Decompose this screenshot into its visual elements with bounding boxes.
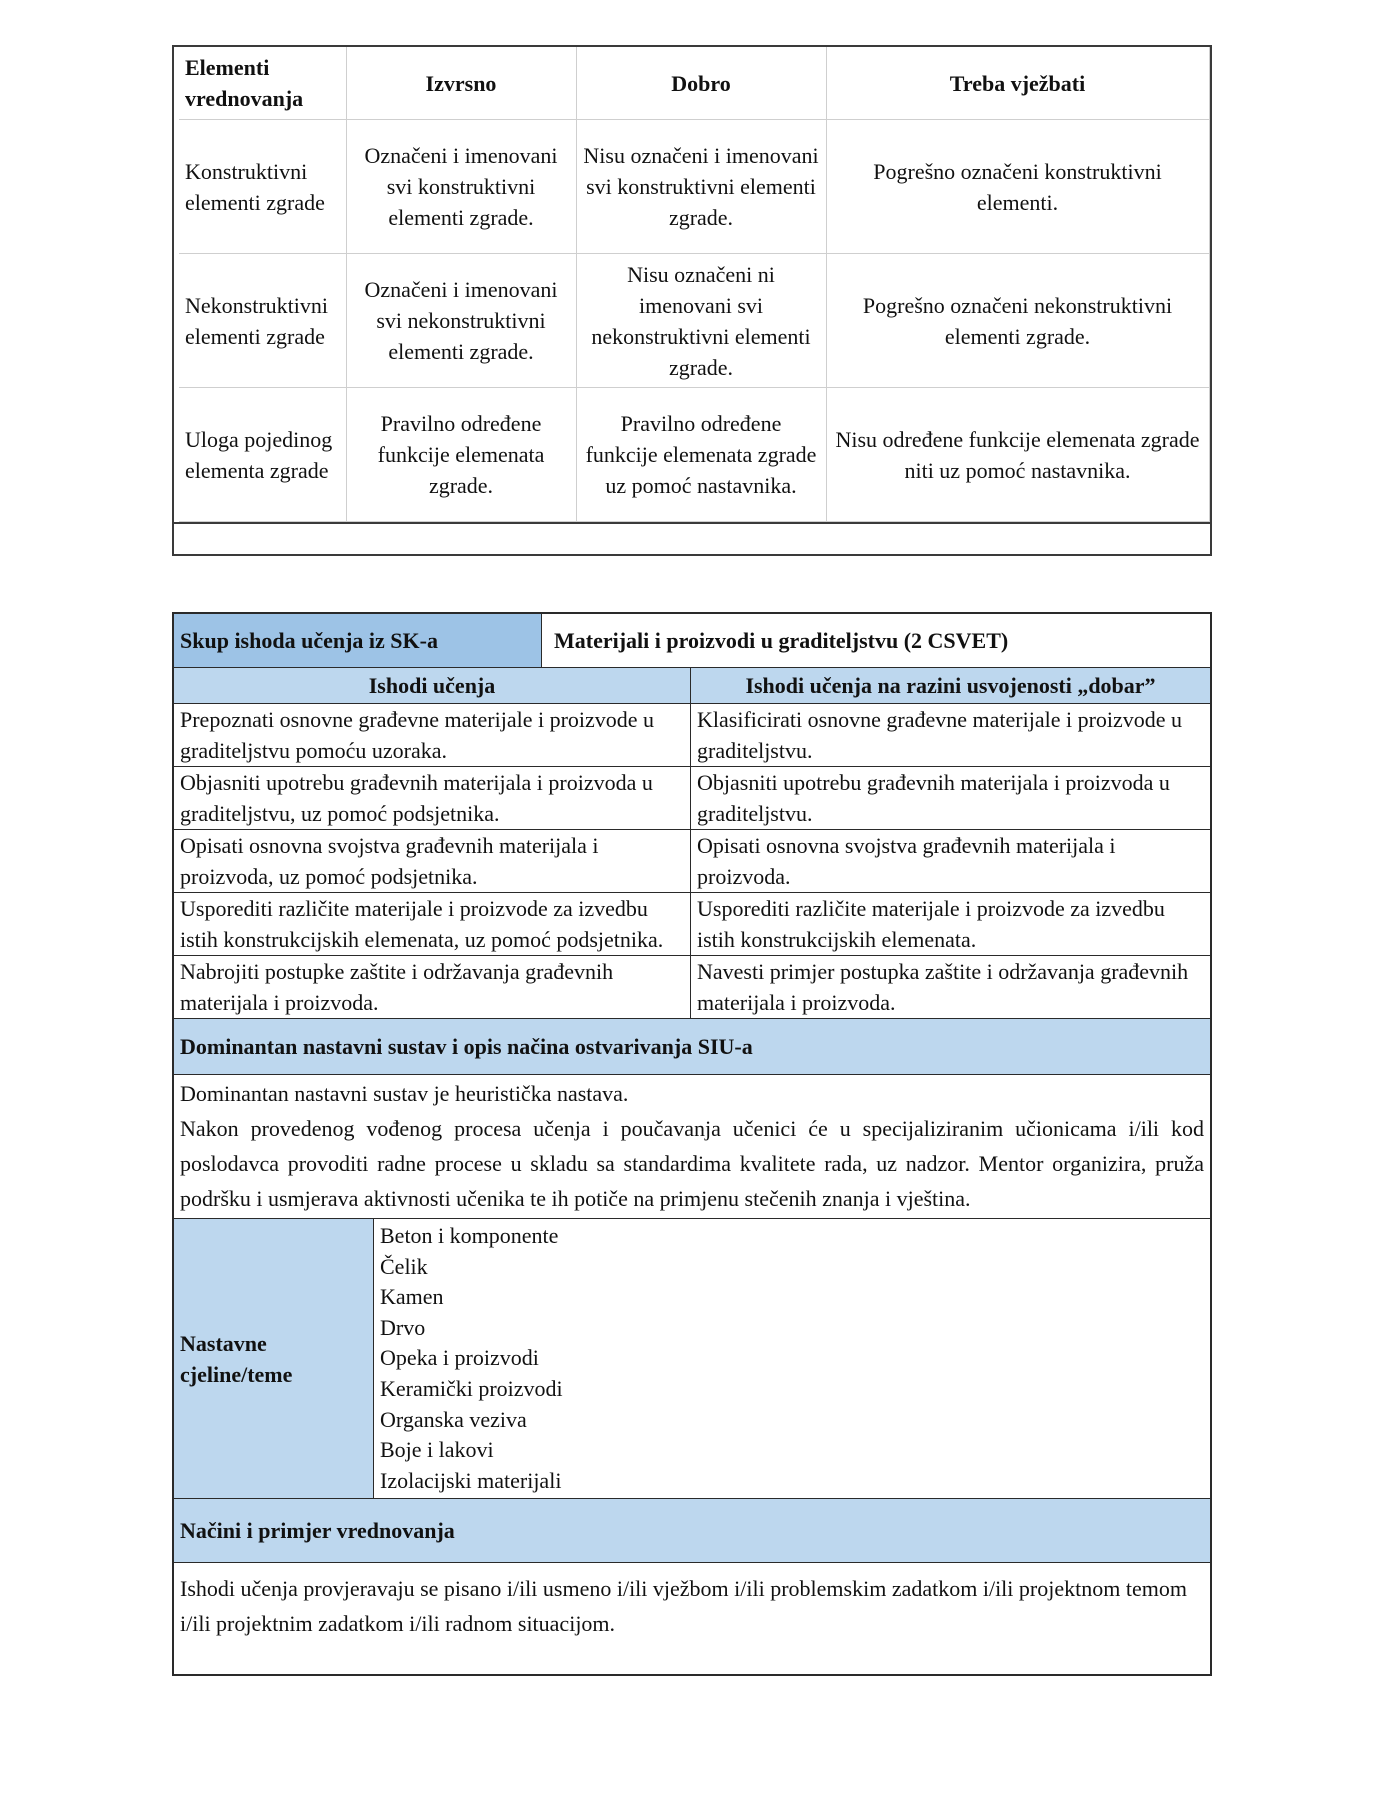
rubric-izvrsno: Označeni i imenovani svi nekonstruktivni elementi zgrade. (346, 254, 576, 388)
outcome-good-text: Objasniti upotrebu građevnih materijala i proizvoda u graditeljstvu. (697, 770, 1170, 826)
outcome-row (174, 829, 1210, 892)
rubric-row (179, 120, 1209, 254)
rubric-treba-vjezbati: Pogrešno označeni konstruktivni elementi. (826, 120, 1209, 254)
outcome-good-text: Navesti primjer postupka zaštite i održavanja građevnih materijala i proizvoda. (697, 959, 1189, 1015)
topic-item: Drvo (380, 1314, 426, 1340)
rubric-element: Nekonstruktivni elementi zgrade (179, 254, 346, 388)
rubric-izvrsno: Pravilno određene funkcije elemenata zgrade. (346, 388, 576, 522)
outcome-good-text: Usporediti različite materijale i proizvode za izvedbu istih konstrukcijskih elemenata. (697, 896, 1165, 952)
teaching-system-line2: Nakon provedenog vođenog procesa učenja i poučavanja učenici će u specijaliziranim učionicama i/ili kod poslodavca provoditi radne procese u skladu sa standardima kvalitete rada, uz nadzor. Mentor organizira, pruža podršku i usmjerava aktivnosti učenika te ih potiče na primjenu stečenih znanja i vještina. (180, 1116, 1204, 1211)
rubric-header-dobro: Dobro (576, 47, 826, 120)
rubric-izvrsno: Označeni i imenovani svi konstruktivni elementi zgrade. (346, 120, 576, 254)
outcome-row (174, 703, 1210, 766)
outcome-row (174, 892, 1210, 955)
topic-item: Boje i lakovi (380, 1437, 494, 1463)
rubric-table (172, 45, 1212, 556)
topic-item: Izolacijski materijali (380, 1467, 562, 1493)
outcome-text: Opisati osnovna svojstva građevnih materijala i proizvoda, uz pomoć podsjetnika. (174, 830, 691, 892)
evaluation-header: Načini i primjer vrednovanja (174, 1499, 1210, 1562)
rubric-header-element: Elementi vrednovanja (179, 47, 346, 120)
rubric-header-row (179, 47, 1209, 120)
rubric-dobro: Nisu označeni ni imenovani svi nekonstruktivni elementi zgrade. (576, 254, 826, 388)
rubric-row (179, 388, 1209, 522)
rubric-dobro: Pravilno određene funkcije elemenata zgrade uz pomoć nastavnika. (576, 388, 826, 522)
topics-row (174, 1218, 1210, 1498)
outcome-good-text: Opisati osnovna svojstva građevnih materijala i proizvoda. (697, 833, 1116, 889)
topic-item: Keramički proizvodi (380, 1375, 563, 1401)
rubric-header-izvrsno: Izvrsno (346, 47, 576, 120)
outcome-text: Nabrojiti postupke zaštite i održavanja građevnih materijala i proizvoda. (174, 956, 691, 1018)
topic-item: Organska veziva (380, 1406, 527, 1432)
set-label: Skup ishoda učenja iz SK-a (174, 614, 542, 667)
outcome-good-text: Klasificirati osnovne građevne materijale i proizvode u graditeljstvu. (697, 707, 1183, 763)
rubric-row (179, 254, 1209, 388)
outcomes-header-row (174, 667, 1210, 703)
teaching-system-header-row (174, 1018, 1210, 1074)
outcomes-header: Ishodi učenja (174, 668, 691, 703)
rubric-element: Konstruktivni elementi zgrade (179, 120, 346, 254)
evaluation-row (174, 1562, 1210, 1674)
outcomes-good-header: Ishodi učenja na razini usvojenosti „dobar” (691, 668, 1210, 703)
evaluation-header-row (174, 1498, 1210, 1562)
rubric-dobro: Nisu označeni i imenovani svi konstruktivni elementi zgrade. (576, 120, 826, 254)
teaching-system-text (174, 1075, 1210, 1218)
outcome-row (174, 766, 1210, 829)
rubric-treba-vjezbati: Nisu određene funkcije elemenata zgrade niti uz pomoć nastavnika. (826, 388, 1209, 522)
outcome-text: Prepoznati osnovne građevne materijale i proizvode u graditeljstvu pomoću uzoraka. (174, 704, 691, 766)
set-value: Materijali i proizvodi u graditeljstvu (2 CSVET) (554, 628, 1009, 653)
topic-item: Kamen (380, 1284, 444, 1310)
outcome-row (174, 955, 1210, 1018)
topics-label: Nastavne cjeline/teme (174, 1219, 374, 1498)
topics-list (374, 1219, 1210, 1498)
curriculum-table (172, 612, 1212, 1676)
rubric-header-treba-vjezbati: Treba vježbati (826, 47, 1209, 120)
topic-item: Beton i komponente (380, 1223, 559, 1248)
teaching-system-line1: Dominantan nastavni sustav je heuristička nastava. (180, 1081, 629, 1106)
outcome-text: Usporediti različite materijale i proizvode za izvedbu istih konstrukcijskih elemenata, uz pomoć podsjetnika. (174, 893, 691, 955)
topic-item: Čelik (380, 1253, 428, 1279)
evaluation-text: Ishodi učenja provjeravaju se pisano i/ili usmeno i/ili vježbom i/ili problemskim zadatkom i/ili projektnom temom i/ili projektnim zadatkom i/ili radnom situacijom. (180, 1576, 1187, 1637)
set-row (174, 614, 1210, 667)
outcome-text: Objasniti upotrebu građevnih materijala i proizvoda u graditeljstvu, uz pomoć podsjetnika. (174, 767, 691, 829)
teaching-system-header: Dominantan nastavni sustav i opis načina ostvarivanja SIU-a (174, 1019, 1210, 1074)
rubric-element: Uloga pojedinog elementa zgrade (179, 388, 346, 522)
rubric-treba-vjezbati: Pogrešno označeni nekonstruktivni elementi zgrade. (826, 254, 1209, 388)
topic-item: Opeka i proizvodi (380, 1345, 539, 1371)
teaching-system-row (174, 1074, 1210, 1218)
rubric-empty-row (174, 522, 1210, 554)
